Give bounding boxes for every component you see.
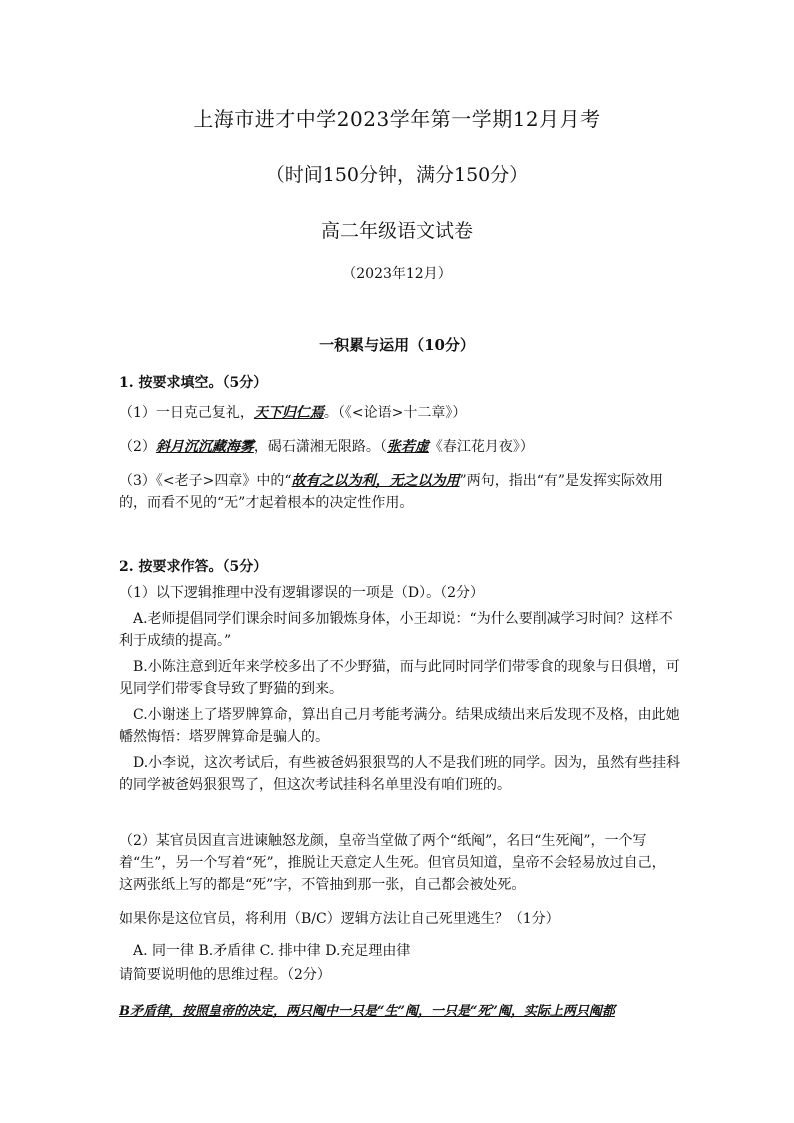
q1-item1-answer: 天下归仁焉 (253, 405, 324, 421)
q2-sub2-line1: （2）某官员因直言进谏触怒龙颜，皇帝当堂做了两个“纸阄”，名曰“生死阄”，一个写 (119, 833, 647, 849)
q1-item2-suffix: 《春江花月夜》） (428, 439, 534, 455)
q1-item2-author: 张若虚 (386, 439, 429, 455)
q1-item2-prefix: （2） (119, 439, 156, 455)
q1-item2-middle: ，碣石潇湘无限路。（ (253, 439, 387, 455)
q2-sub2-explain-prompt: 请简要说明他的思维过程。（2分） (119, 967, 331, 983)
q2-option-d-line2: 的同学被爸妈狠狠骂了，但这次考试挂科名单里没有咱们班的。 (119, 777, 511, 793)
exam-title: 上海市进才中学2023学年第一学期12月月考 (193, 107, 601, 131)
q2-option-c-line2: 幡然悔悟：塔罗牌算命是骗人的。 (119, 729, 329, 745)
q1-item1-prefix: （1）一日克己复礼， (119, 405, 254, 421)
section-heading: 一积累与运用（10分） (319, 336, 475, 354)
q1-item3 (119, 470, 679, 492)
q1-heading: 1. 按要求填空。（5分） (119, 375, 268, 391)
exam-subject: 高二年级语文试卷 (320, 220, 473, 242)
q2-heading: 2. 按要求作答。（5分） (119, 559, 268, 575)
q2-sub2-line2: 着“生”，另一个写着“死”，推脱让天意定人生死。但官员知道，皇帝不会轻易放过自己， (119, 855, 666, 871)
q2-sub2-line3: 这两张纸上写的都是“死”字，不管抽到那一张，自己都会被处死。 (119, 877, 526, 893)
q1-item1 (119, 402, 679, 424)
q2-option-a-line1: A.老师提倡同学们课余时间多加锻炼身体，小王却说：“为什么要削减学习时间？这样不 (133, 611, 673, 627)
exam-duration: （时间150分钟，满分150分） (265, 164, 529, 186)
q1-item1-suffix: 。（《<论语>十二章》） (323, 405, 467, 421)
q1-item3-answer: 故有之以为利，无之以为用 (291, 473, 460, 489)
q2-sub2-question: 如果你是这位官员，将利用（B/C）逻辑方法让自己死里逃生？（1分） (119, 911, 560, 927)
q1-item3-suffix: ”两句，指出“有”是发挥实际效用 (459, 473, 664, 489)
q2-sub1: （1）以下逻辑推理中没有逻辑谬误的一项是（D）。（2分） (119, 585, 485, 601)
q1-item3-line2: 的，而看不见的“无”才起着根本的决定性作用。 (119, 495, 414, 511)
q2-option-b-line2: 见同学们带零食导致了野猫的到来。 (119, 681, 343, 697)
q2-option-c-line1: C.小谢迷上了塔罗牌算命，算出自己月考能考满分。结果成绩出来后发现不及格，由此她 (133, 707, 680, 723)
q2-option-b-line1: B.小陈注意到近年来学校多出了不少野猫，而与此同时同学们带零食的现象与日俱增，可 (133, 659, 680, 675)
q2-option-d-line1: D.小李说，这次考试后，有些被爸妈狠狠骂的人不是我们班的同学。因为，虽然有些挂科 (133, 755, 681, 771)
q1-item3-prefix: （3）《<老子>四章》中的“ (119, 473, 292, 489)
q2-sub2-options: A. 同一律 B.矛盾律 C. 排中律 D.充足理由律 (133, 943, 411, 959)
q2-option-a-line2: 利于成绩的提高。” (119, 633, 232, 649)
q1-item2-answer: 斜月沉沉藏海雾 (155, 439, 254, 455)
q1-item2 (119, 436, 679, 458)
q2-answer-line: B矛盾律，按照皇帝的决定，两只阄中一只是“生”阄，一只是“死”阄，实际上两只阄都 (119, 1004, 615, 1019)
exam-date: （2023年12月） (342, 266, 452, 282)
